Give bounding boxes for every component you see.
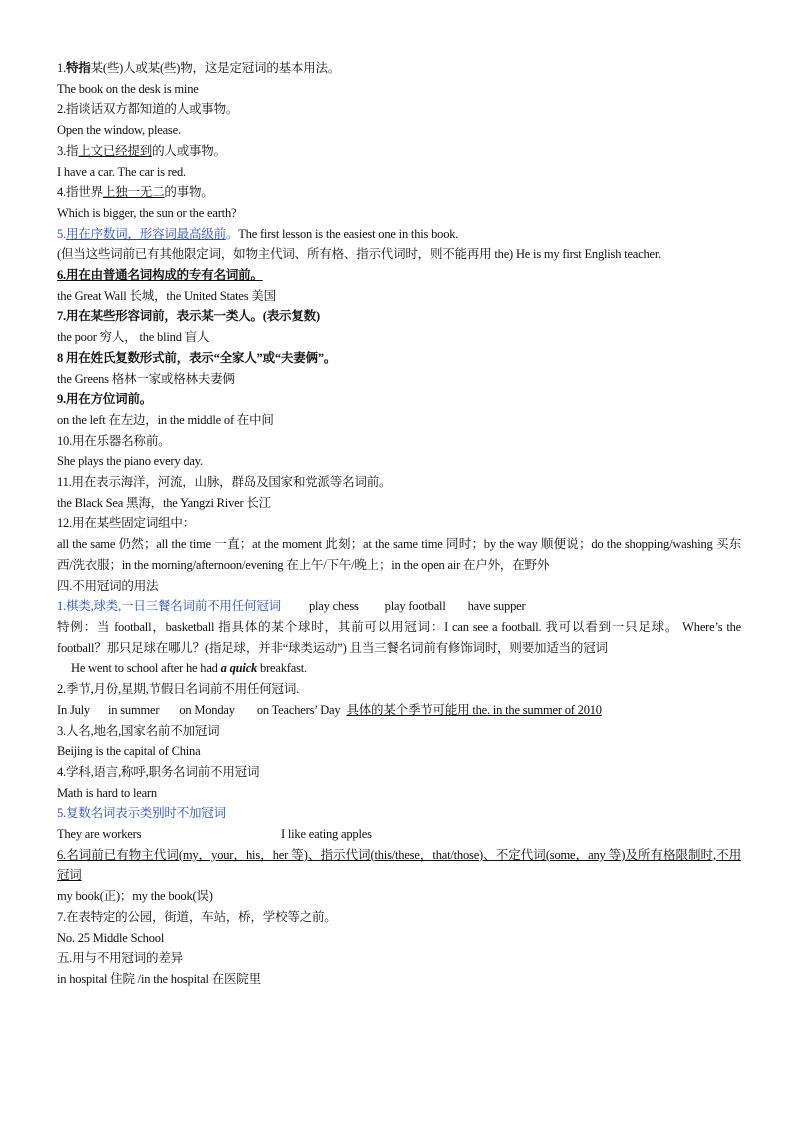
rule-underlined: 用在序数词，形容词最高级前 — [65, 226, 226, 241]
rule-3-title — [57, 141, 741, 162]
no-article-5-example — [57, 824, 741, 845]
rule-12-example: all the same 仍然；all the time 一直；at the moment 此刻；at the same time 同时；by the way 顺便说；do the shopping/washing 买东西/洗衣服；in the morning/afternoon/evening 在上午/下午/晚上；in the open air 在户外，在野外 — [57, 537, 741, 572]
no-article-7-title: 7.在表特定的公园，街道，车站，桥，学校等之前。 — [57, 909, 337, 924]
example-emphasis: a quick — [220, 661, 258, 676]
no-article-5-title: 5.复数名词表示类别时不加冠词 — [57, 806, 226, 821]
example-item: on Monday — [179, 702, 235, 717]
rule-3-example: I have a car. The car is red. — [57, 164, 186, 179]
no-article-6-title: 6.名词前已有物主代词(my，your，his，her 等)、指示代词(this/these，that/those)、不定代词(some，any 等)及所有格限制时,不用冠词 — [57, 847, 741, 883]
rule-5-example: The first lesson is the easiest one in this book. — [238, 226, 459, 241]
example-text: He went to school after he had — [71, 661, 221, 676]
rule-11-title: 11.用在表示海洋，河流，山脉，群岛及国家和党派等名词前。 — [57, 475, 392, 490]
no-article-2-title: 2.季节,月份,星期,节假日名词前不用任何冠词. — [57, 682, 300, 697]
rule-6-example: the Great Wall 长城，the United States 美国 — [57, 288, 276, 303]
rule-2-title: 2.指谈话双方都知道的人或事物。 — [57, 102, 239, 117]
rule-text: 的事物。 — [164, 185, 214, 200]
no-article-3-title: 3.人名,地名,国家名前不加冠词 — [57, 723, 220, 738]
rule-6-title: 6.用在由普通名词构成的专有名词前。 — [57, 268, 263, 283]
rule-text: 3.指 — [57, 143, 79, 158]
no-article-4-example: Math is hard to learn — [57, 785, 157, 800]
rule-11-example: the Black Sea 黑海，the Yangzi River 长江 — [57, 495, 271, 510]
example-item: I like eating apples — [281, 827, 372, 842]
document-page — [57, 58, 741, 990]
rule-text: 某(些)人或某(些)物，这是定冠词的基本用法。 — [90, 61, 341, 75]
no-article-1-example — [57, 658, 741, 679]
example-item: on Teachers’ Day — [256, 702, 341, 717]
no-article-1-text: 1.棋类,球类,一日三餐名词前不用任何冠词 — [57, 599, 281, 614]
rule-10-title: 10.用在乐器名称前。 — [57, 433, 171, 448]
rule-9-example: on the left 在左边，in the middle of 在中间 — [57, 412, 274, 427]
rule-10-example: She plays the piano every day. — [57, 454, 203, 469]
no-article-3-example: Beijing is the capital of China — [57, 744, 201, 759]
rule-12-title: 12.用在某些固定词组中： — [57, 516, 196, 531]
example-note: 具体的某个季节可能用 the. in the summer of 2010 — [346, 702, 602, 717]
rule-5-note: (但当这些词前已有其他限定词，如物主代词、所有格、指示代词时，则不能再用 the) He is my first English teacher. — [57, 247, 662, 262]
rule-underlined: 上文已经提到 — [78, 143, 153, 158]
rule-8-example: the Greens 格林一家或格林夫妻俩 — [57, 371, 235, 386]
example-item: In July — [57, 702, 90, 717]
no-article-1-title — [57, 596, 741, 617]
no-article-2-example — [57, 700, 741, 721]
rule-4-title — [57, 182, 741, 203]
section-4-heading: 四.不用冠词的用法 — [57, 578, 159, 593]
example-item: They are workers — [57, 827, 142, 842]
rule-text: 的人或事物。 — [152, 143, 226, 158]
rule-underlined: 上独一无二 — [102, 185, 165, 200]
section-5-example: in hospital 住院 /in the hospital 在医院里 — [57, 971, 261, 986]
rule-text: 4.指世界 — [57, 185, 103, 200]
example-item: have supper — [467, 599, 526, 614]
rule-9-title: 9.用在方位词前。 — [57, 392, 153, 407]
rule-5-title — [57, 224, 741, 245]
no-article-1-note: 特例：当 football，basketball 指具体的某个球时，其前可以用冠词：I can see a football. 我可以看到一只足球。 Where’s the football？那只足球在哪儿？(指足球，并非“球类运动”) 且当三餐名词前有修饰词时，则要加适当的冠词 — [57, 619, 741, 655]
section-5-heading: 五.用与不用冠词的差异 — [57, 951, 183, 966]
no-article-6-example: my book(正)；my the book(误) — [57, 889, 213, 904]
no-article-4-title: 4.学科,语言,称呼,职务名词前不用冠词 — [57, 764, 260, 779]
example-text: breakfast. — [257, 661, 307, 676]
rule-1-example: The book on the desk is mine — [57, 81, 199, 96]
rule-8-title: 8 用在姓氏复数形式前，表示“全家人”或“夫妻俩”。 — [57, 350, 337, 365]
rule-2-example: Open the window, please. — [57, 123, 181, 138]
rule-7-example: the poor 穷人， the blind 盲人 — [57, 330, 210, 345]
rule-keyword: 特指 — [65, 61, 91, 75]
rule-punct: 。 — [225, 226, 239, 241]
rule-4-example: Which is bigger, the sun or the earth? — [57, 205, 237, 220]
example-item: play football — [384, 599, 446, 614]
example-item: in summer — [107, 702, 160, 717]
rule-number: 5. — [57, 226, 66, 241]
example-item: play chess — [308, 599, 359, 614]
no-article-7-example: No. 25 Middle School — [57, 930, 165, 945]
rule-7-title: 7.用在某些形容词前，表示某一类人。(表示复数) — [57, 309, 320, 324]
rule-1-title — [57, 58, 741, 79]
rule-number: 1. — [57, 61, 66, 75]
